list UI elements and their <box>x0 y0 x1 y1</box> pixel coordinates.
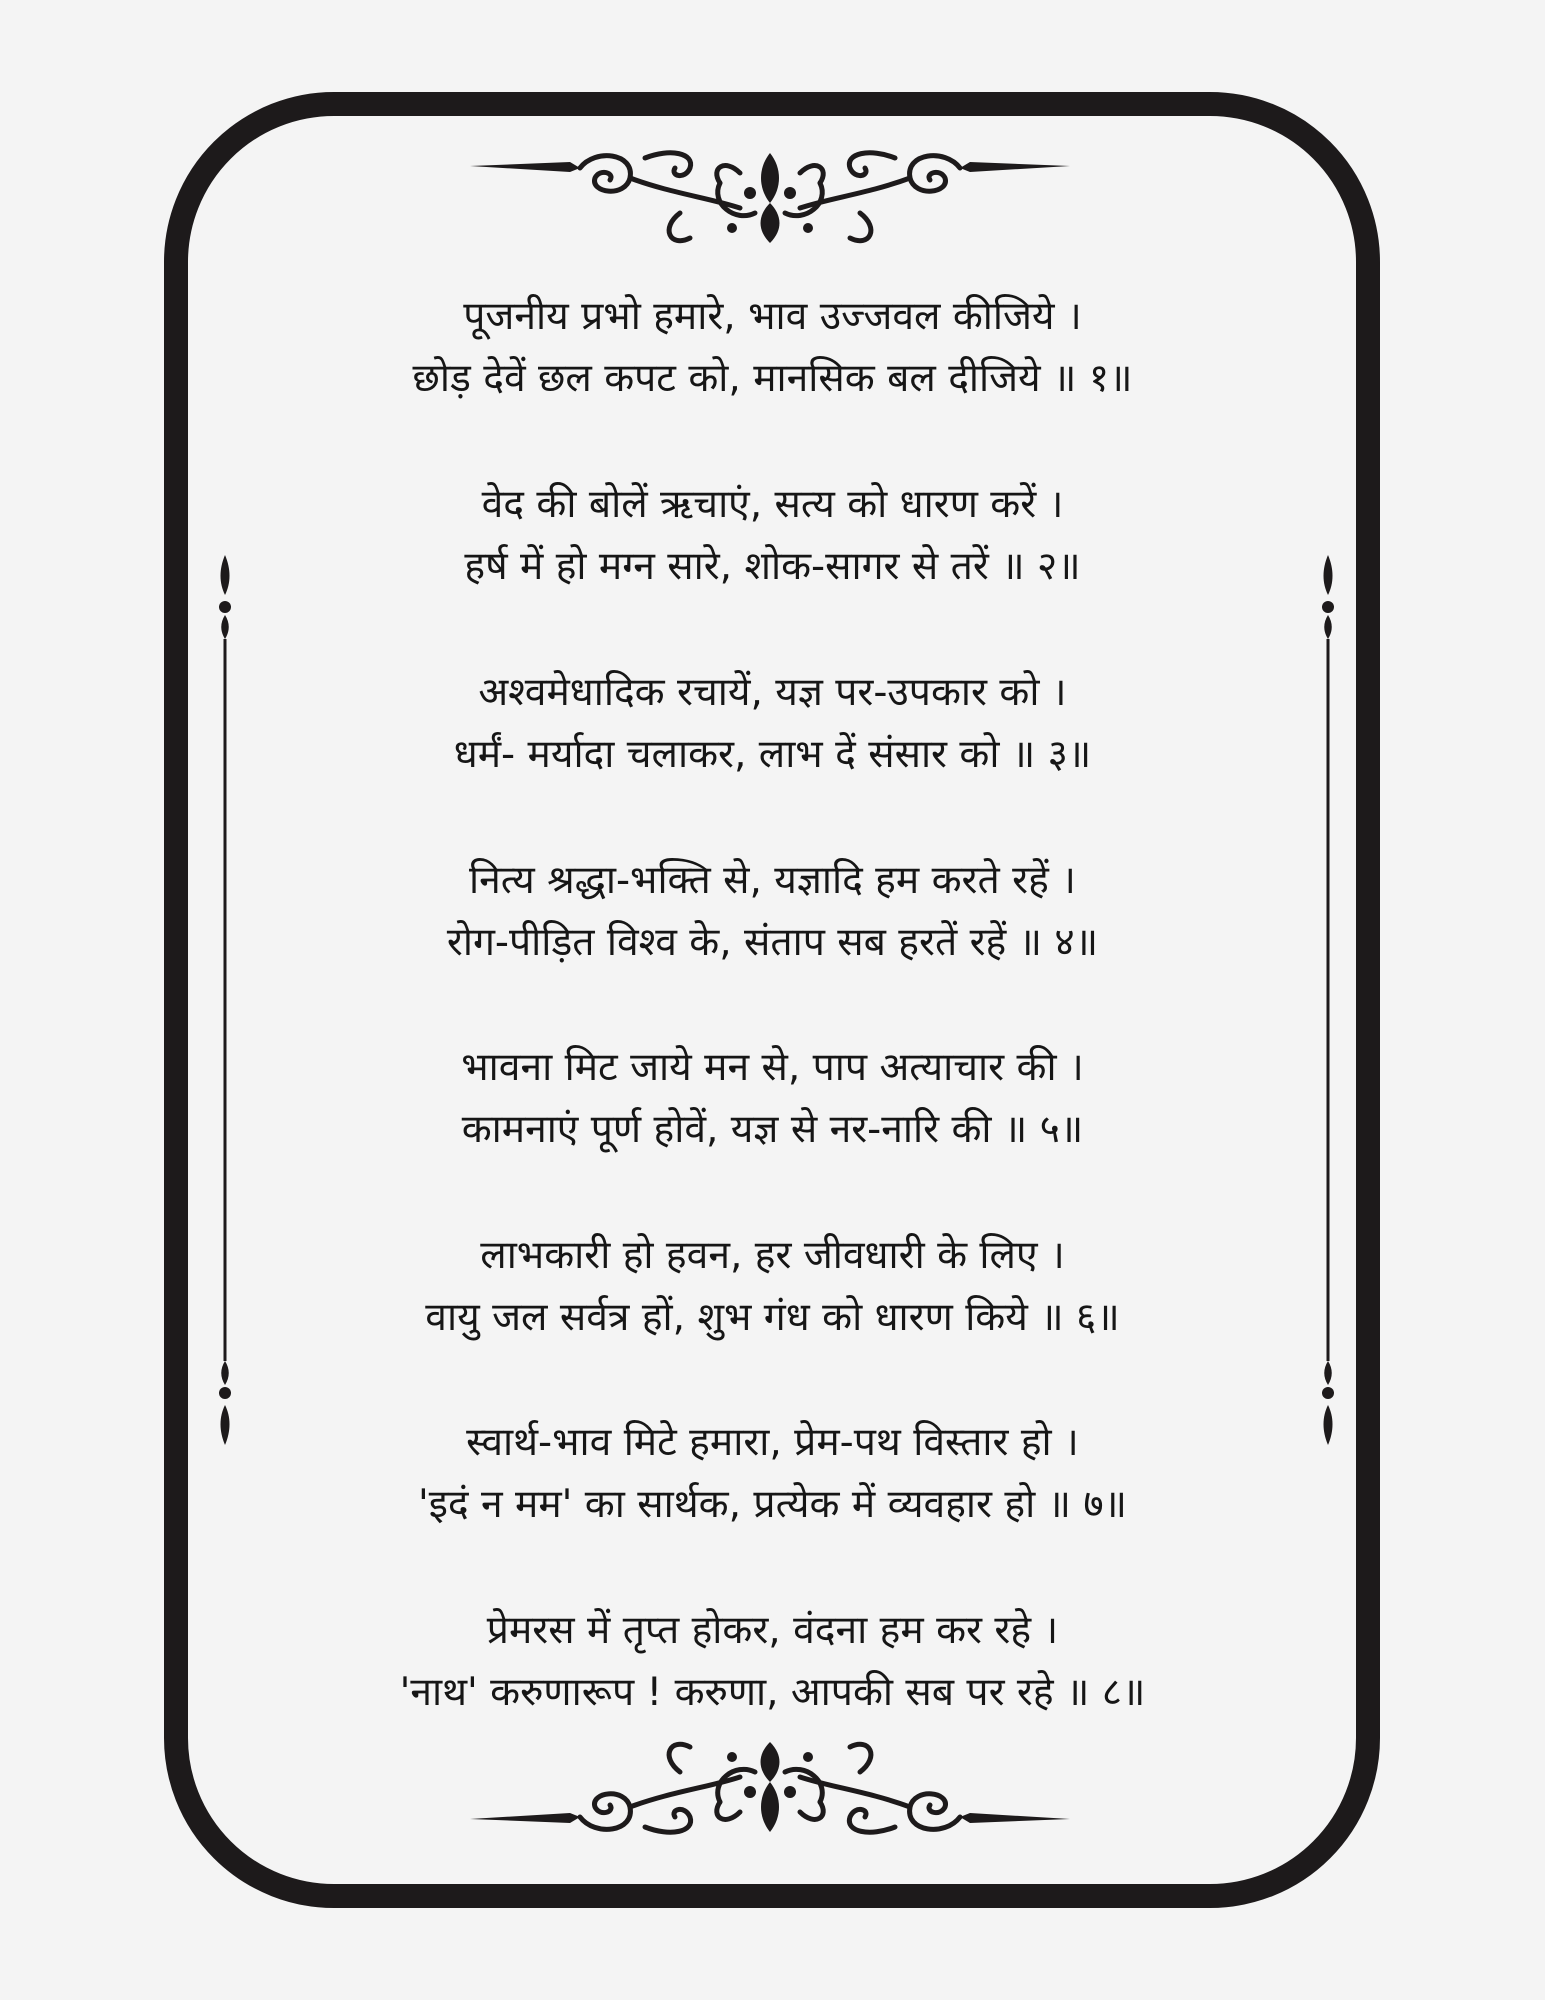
right-vertical-rule <box>1313 555 1343 1445</box>
stanza-line: प्रेमरस में तृप्त होकर, वंदना हम कर रहे । <box>486 1608 1059 1653</box>
stanza-line: भावना मिट जाये मन से, पाप अत्याचार की । <box>461 1045 1084 1090</box>
stanza-line: कामनाएं पूर्ण होवें, यज्ञ से नर-नारि की ॥ ५॥ <box>461 1107 1084 1152</box>
stanza-2 <box>300 474 1245 598</box>
stanza-line: नित्य श्रद्धा-भक्ति से, यज्ञादि हम करते रहें । <box>469 858 1076 903</box>
stanza-7 <box>300 1412 1245 1536</box>
stanza-line: हर्ष में हो मग्न सारे, शोक-सागर से तरें ॥ २॥ <box>464 544 1081 589</box>
left-vertical-rule <box>210 555 240 1445</box>
stanza-8 <box>300 1600 1245 1724</box>
stanza-line: 'नाथ' करुणारूप ! करुणा, आपकी सब पर रहे ॥ ८॥ <box>399 1670 1146 1715</box>
stanza-line: धर्मं- मर्यादा चलाकर, लाभ दें संसार को ॥ ३॥ <box>453 732 1092 777</box>
stanza-4 <box>300 850 1245 974</box>
stanza-1 <box>300 286 1245 410</box>
prayer-verses <box>300 280 1245 1720</box>
stanza-line: पूजनीय प्रभो हमारे, भाव उज्जवल कीजिये । <box>463 294 1082 339</box>
stanza-line: अश्वमेधादिक रचायें, यज्ञ पर-उपकार को । <box>478 670 1067 715</box>
stanza-5 <box>300 1037 1245 1161</box>
stanza-line: वेद की बोलें ऋचाएं, सत्य को धारण करें । <box>481 482 1064 527</box>
stanza-line: स्वार्थ-भाव मिटे हमारा, प्रेम-पथ विस्तार हो । <box>466 1420 1079 1465</box>
bottom-flourish-ornament <box>470 1737 1070 1837</box>
stanza-6 <box>300 1225 1245 1349</box>
stanza-line: 'इदं न मम' का सार्थक, प्रत्येक में व्यवहार हो ॥ ७॥ <box>418 1482 1127 1527</box>
stanza-line: रोग-पीड़ित विश्व के, संताप सब हरतें रहें ॥ ४॥ <box>446 920 1099 965</box>
stanza-line: छोड़ देवें छल कपट को, मानसिक बल दीजिये ॥ १॥ <box>412 356 1133 401</box>
stanza-line: वायु जल सर्वत्र हों, शुभ गंध को धारण किये ॥ ६॥ <box>425 1295 1120 1340</box>
stanza-line: लाभकारी हो हवन, हर जीवधारी के लिए । <box>480 1233 1065 1278</box>
stanza-3 <box>300 662 1245 786</box>
top-flourish-ornament <box>470 148 1070 248</box>
